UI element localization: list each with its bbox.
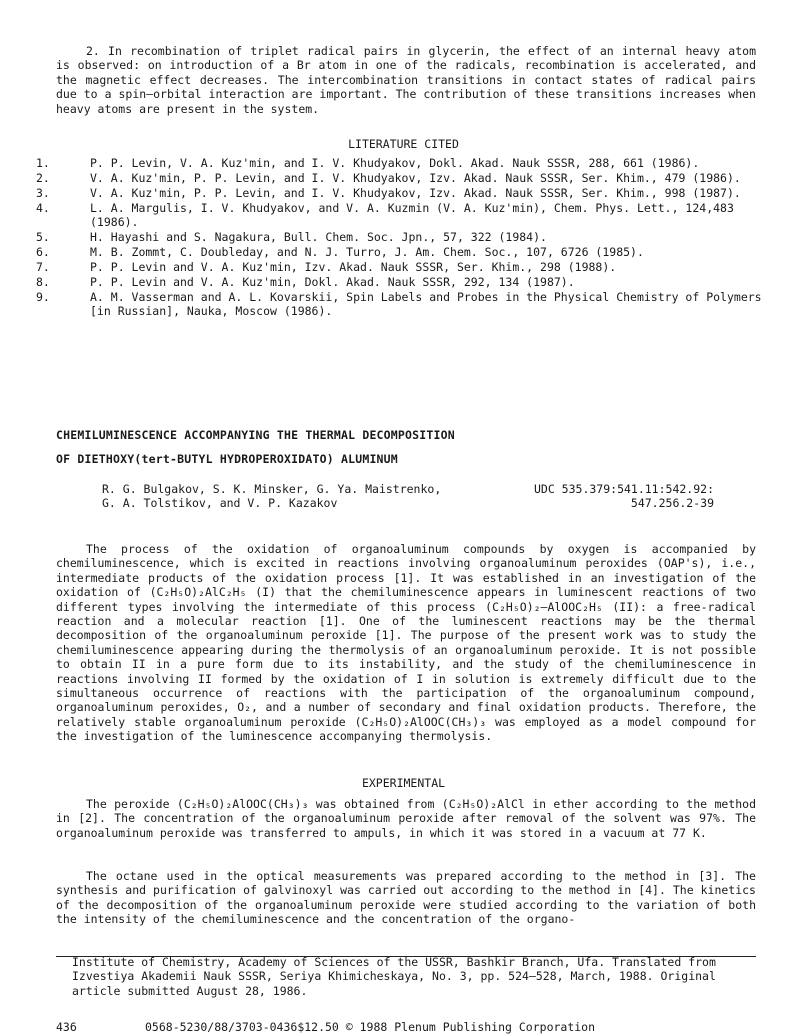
reference-number: 5. (36, 230, 50, 245)
copyright-line: 0568-5230/88/3703-0436$12.50 © 1988 Plenum Publishing Corporation (145, 1020, 596, 1034)
literature-cited-heading: LITERATURE CITED (348, 137, 459, 151)
reference-text: A. M. Vasserman and A. L. Kovarskii, Spin Labels and Probes in the Physical Chemistry of Polymers [in Russian], Nauka, Moscow (1986). (90, 289, 762, 319)
author-list (102, 482, 482, 511)
article-title-line-1: CHEMILUMINESCENCE ACCOMPANYING THE THERMAL DECOMPOSITION (56, 428, 455, 442)
reference-item (36, 275, 766, 289)
footnote-text: Institute of Chemistry, Academy of Sciences of the USSR, Bashkir Branch, Ufa. Translated from Izvestiya Akademii Nauk SSSR, Seriya Khimicheskaya, No. 3, pp. 524–528, March, 1988. Original article submitted August 28, 1986. (72, 955, 716, 998)
reference-item (36, 186, 766, 200)
reference-item (36, 171, 766, 185)
authors-line-1: R. G. Bulgakov, S. K. Minsker, G. Ya. Maistrenko, (102, 482, 442, 496)
reference-text: M. B. Zommt, C. Doubleday, and N. J. Turro, J. Am. Chem. Soc., 107, 6726 (1985). (90, 244, 644, 259)
authors-line-2: G. A. Tolstikov, and V. P. Kazakov (102, 496, 338, 511)
udc-line-1: UDC 535.379:541.11:542.92: (533, 482, 714, 496)
article-title-line-2: OF DIETHOXY(tert-BUTYL HYDROPEROXIDATO) ALUMINUM (56, 452, 398, 466)
reference-text: V. A. Kuz'min, P. P. Levin, and I. V. Khudyakov, Izv. Akad. Nauk SSSR, Ser. Khim., 998 (1987). (90, 185, 741, 200)
udc-classification (520, 482, 714, 511)
reference-text: P. P. Levin and V. A. Kuz'min, Izv. Akad. Nauk SSSR, Ser. Khim., 298 (1988). (90, 259, 617, 274)
reference-item (36, 260, 766, 274)
reference-item (36, 201, 766, 230)
reference-item (36, 156, 766, 170)
reference-number: 8. (36, 274, 50, 289)
reference-text: P. P. Levin and V. A. Kuz'min, Dokl. Akad. Nauk SSSR, 292, 134 (1987). (90, 274, 575, 289)
experimental-heading: EXPERIMENTAL (361, 776, 446, 790)
reference-item (36, 245, 766, 259)
reference-number: 9. (36, 289, 50, 304)
reference-text: V. A. Kuz'min, P. P. Levin, and I. V. Khudyakov, Izv. Akad. Nauk SSSR, Ser. Khim., 479 (1986). (90, 170, 741, 185)
reference-text: L. A. Margulis, I. V. Khudyakov, and V. A. Kuzmin (V. A. Kuz'min), Chem. Phys. Lett., 124,483 (1986). (90, 200, 734, 230)
reference-number: 7. (36, 259, 50, 274)
reference-number: 1. (36, 156, 50, 170)
reference-number: 3. (36, 185, 50, 200)
reference-item (36, 230, 766, 244)
reference-list (36, 156, 766, 319)
reference-number: 2. (36, 170, 50, 185)
reference-item (36, 290, 766, 319)
reference-text: H. Hayashi and S. Nagakura, Bull. Chem. Soc. Jpn., 57, 322 (1984). (90, 230, 547, 245)
abstract-paragraph: The process of the oxidation of organoaluminum compounds by oxygen is accompanied by chemiluminescence, which is excited in reactions involving organoaluminum peroxides (OAP's), i.e., intermediate products of the oxidation process [1]. It was established in an investigation of the oxidation of (C₂H₅O)₂AlC₂H₅ (I) that the chemiluminescence appears in luminescent reactions of two different types involving the intermediate of this process (C₂H₅O)₂–AlOOC₂H₅ (II): a free-radical reaction and a molecular reaction [1]. One of the luminescent reactions may be the thermal decomposition of the organoaluminum peroxide [1]. The purpose of the present work was to study the chemiluminescence appearing during the thermolysis of an organoaluminum peroxide. It is not possible to obtain II in a pure form due to its instability, and the study of the chemiluminescence in reactions involving II formed by the oxidation of I in solution is extremely difficult due to the simultaneous occurrence of reactions with the participation of the organoaluminum compound, organoaluminum peroxides, O₂, and a number of secondary and final oxidation products. Therefore, the relatively stable organoaluminum peroxide (C₂H₅O)₂AlOOC(CH₃)₃ was employed as a model compound for the investigation of the luminescence accompanying thermolysis. (56, 542, 756, 744)
page-number: 436 (56, 1020, 77, 1034)
experimental-paragraph-2: The octane used in the optical measurements was prepared according to the method in [3]. The synthesis and purification of galvinoxyl was carried out according to the method in [4]. The kinetics of the decomposition of the organoaluminum peroxide were studied according to the variation of both the intensity of the chemiluminescence and the concentration of the organo- (56, 869, 756, 927)
reference-number: 6. (36, 244, 50, 259)
udc-line-2: 547.256.2-39 (630, 496, 714, 511)
paragraph-conclusion-2: 2. In recombination of triplet radical pairs in glycerin, the effect of an internal heavy atom is observed: on introduction of a Br atom in one of the radicals, recombination is accelerated, and the magnetic effect decreases. The intercombination transitions in contact states of radical pairs due to a spin–orbital interaction are important. The contribution of these transitions increases when heavy atoms are present in the system. (56, 44, 756, 116)
reference-number: 4. (36, 200, 50, 215)
reference-text: P. P. Levin, V. A. Kuz'min, and I. V. Khudyakov, Dokl. Akad. Nauk SSSR, 288, 661 (1986). (90, 156, 700, 170)
experimental-paragraph-1: The peroxide (C₂H₅O)₂AlOOC(CH₃)₃ was obtained from (C₂H₅O)₂AlCl in ether according to the method in [2]. The concentration of the organoaluminum peroxide after removal of the solvent was 97%. The organoaluminum peroxide was transferred to ampuls, in which it was stored in a vacuum at 77 K. (56, 797, 756, 840)
